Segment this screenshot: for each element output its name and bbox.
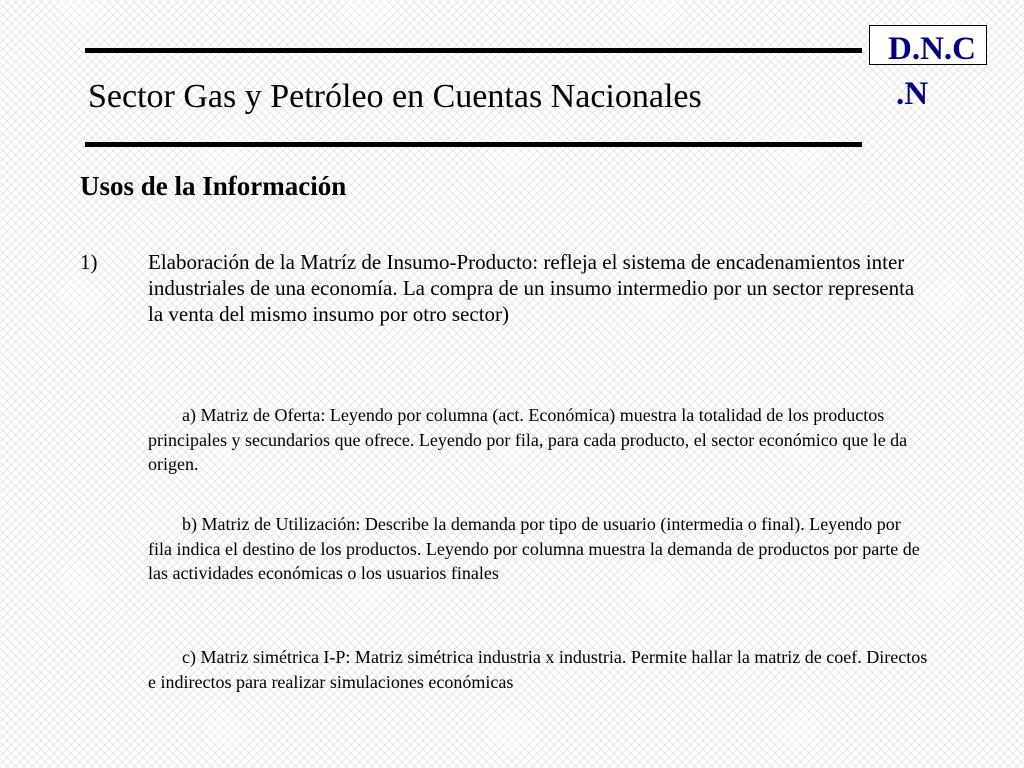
title-bottom-rule: [85, 142, 862, 147]
list-item-number: 1): [80, 250, 98, 274]
dncn-badge-text-line1: D.N.C: [888, 31, 976, 67]
subitem-utilizacion: b) Matriz de Utilización: Describe la demanda por tipo de usuario (intermedia o final). Leyendo por fila indica el destino de los productos. Leyendo por columna muestra la demanda de productos por parte de las actividades económicas o los usuarios finales: [148, 514, 920, 583]
list-item-text: Elaboración de la Matríz de Insumo-Producto: refleja el sistema de encadenamientos inter industriales de una economía. La compra de un insumo intermedio por un sector representa la venta del mismo insumo por otro sector): [148, 250, 915, 326]
subitem-simetrica: c) Matriz simétrica I-P: Matriz simétrica industria x industria. Permite hallar la matriz de coef. Directos e indirectos para realizar simulaciones económicas: [148, 647, 928, 692]
subitem-oferta: a) Matriz de Oferta: Leyendo por columna (act. Económica) muestra la totalidad de los productos principales y secundarios que ofrece. Leyendo por fila, para cada producto, el sector económico que le da origen.: [148, 405, 908, 474]
dncn-badge-text-line2: .N: [896, 76, 929, 112]
section-heading: Usos de la Información: [80, 171, 347, 201]
slide-title: Sector Gas y Petróleo en Cuentas Nacionales: [88, 78, 702, 115]
title-top-rule: [85, 48, 862, 53]
